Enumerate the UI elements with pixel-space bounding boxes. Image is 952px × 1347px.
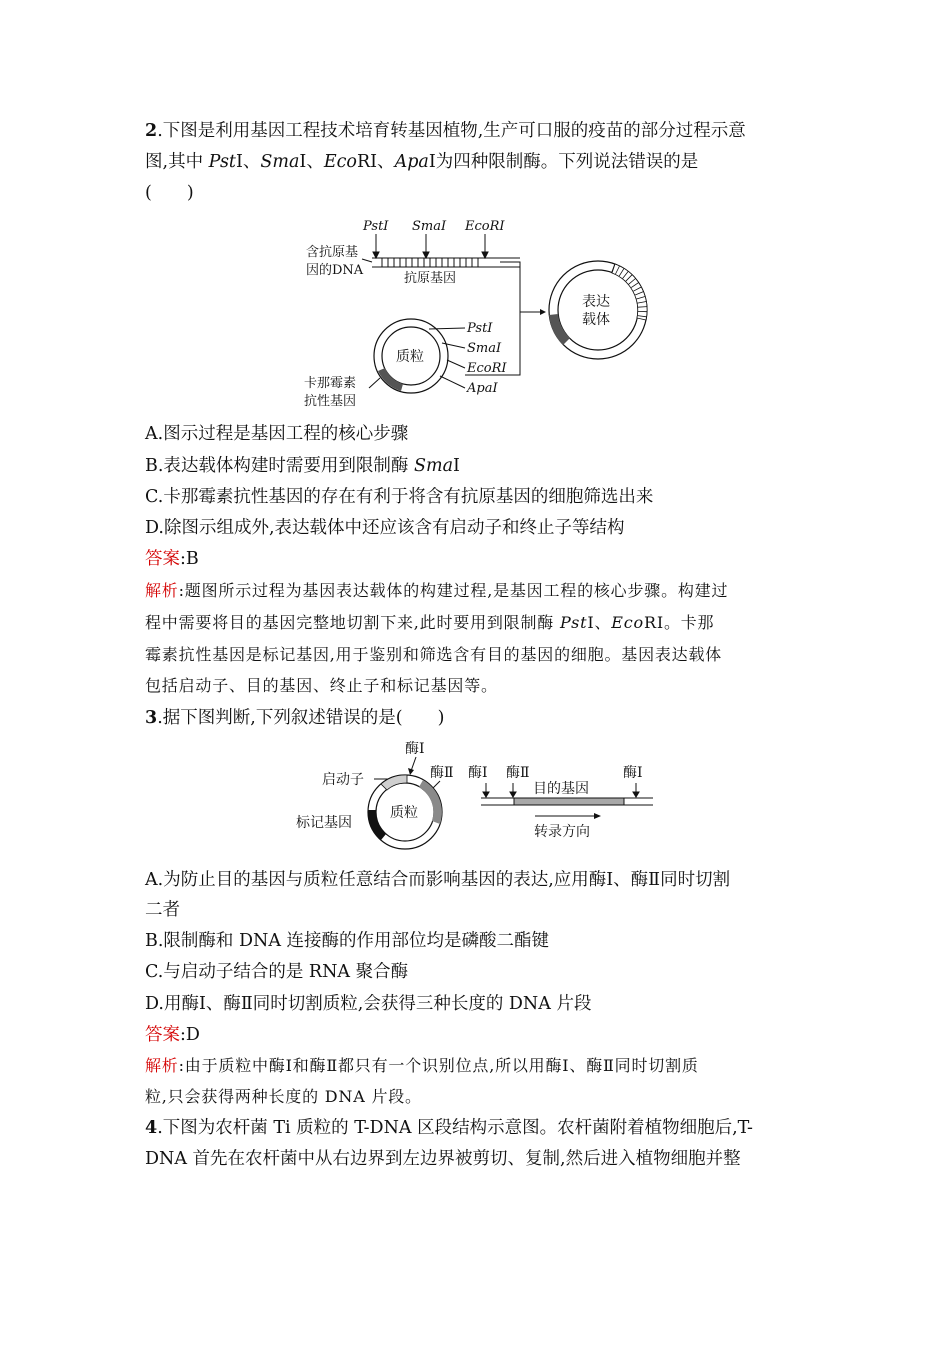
q3-analysis-line1: 解析:由于质粒中酶Ⅰ和酶Ⅱ都只有一个识别位点,所以用酶Ⅰ、酶Ⅱ同时切割质 [145, 1056, 699, 1075]
q2-analysis-line1: 解析:题图所示过程为基因表达载体的构建过程,是基因工程的核心步骤。构建过 [145, 581, 729, 600]
q3-option-b: B.限制酶和 DNA 连接酶的作用部位均是磷酸二酯键 [145, 931, 550, 951]
enzyme1-left-label: 酶Ⅰ [468, 765, 488, 781]
site-pst-top: PstⅠ [363, 219, 389, 234]
marker-label: 标记基因 [296, 815, 352, 831]
expression-vector [549, 261, 647, 359]
q3-plasmid-label: 质粒 [390, 805, 418, 821]
promoter-label: 启动子 [322, 772, 364, 788]
plasmid-site-sma: SmaⅠ [467, 341, 502, 356]
plasmid-label: 质粒 [396, 349, 424, 365]
q2-vector-diagram [300, 210, 660, 415]
q2-stem-line1: 2.下图是利用基因工程技术培育转基因植物,生产可口服的疫苗的部分过程示意 [145, 121, 746, 141]
q3-plasmid-gene-diagram [290, 735, 665, 850]
site-sma-top: SmaⅠ [412, 219, 447, 234]
plasmid-site-pst: PstⅠ [467, 321, 493, 336]
q3-option-d: D.用酶Ⅰ、酶Ⅱ同时切割质粒,会获得三种长度的 DNA 片段 [145, 994, 592, 1014]
target-gene-label: 目的基因 [533, 781, 589, 797]
enzyme2-plasmid-label: 酶Ⅱ [430, 765, 454, 781]
q2-option-b: B.表达载体构建时需要用到限制酶 SmaⅠ [145, 456, 460, 476]
transcription-direction-label: 转录方向 [534, 824, 590, 840]
q2-stem-line2: 图,其中 PstⅠ、SmaⅠ、EcoRⅠ、ApaⅠ为四种限制酶。下列说法错误的是 [145, 152, 699, 172]
antigen-dna-strand [372, 258, 520, 267]
q4-stem-line1: 4.下图为农杆菌 Ti 质粒的 T-DNA 区段结构示意图。农杆菌附着植物细胞后,T- [145, 1118, 753, 1138]
linear-dna [481, 798, 653, 805]
q2-answer: 答案:B [145, 549, 199, 569]
q3-answer: 答案:D [145, 1025, 200, 1045]
q2-option-a: A.图示过程是基因工程的核心步骤 [145, 424, 409, 444]
plasmid-site-eco: EcoRⅠ [467, 361, 507, 376]
q3-option-c: C.与启动子结合的是 RNA 聚合酶 [145, 962, 409, 982]
site-eco-top: EcoRⅠ [465, 219, 505, 234]
vector-label-line1: 表达 [582, 294, 610, 310]
plasmid-site-apa: ApaⅠ [467, 381, 498, 396]
enzyme2-left-label: 酶Ⅱ [506, 765, 530, 781]
antigen-gene-label: 抗原基因 [404, 271, 457, 286]
q2-answer-bracket: ( ) [145, 183, 194, 203]
q3-option-a-line1: A.为防止目的基因与质粒任意结合而影响基因的表达,应用酶Ⅰ、酶Ⅱ同时切割 [145, 870, 731, 890]
enzyme1-top-label: 酶Ⅰ [405, 741, 425, 757]
q2-analysis-line3: 霉素抗性基因是标记基因,用于鉴别和筛选含有目的基因的细胞。基因表达载体 [145, 645, 723, 664]
dna-label-line1: 含抗原基 [306, 245, 359, 260]
q4-stem-line2: DNA 首先在农杆菌中从右边界到左边界被剪切、复制,然后进入植物细胞并整 [145, 1149, 741, 1169]
q2-option-d: D.除图示组成外,表达载体中还应该含有启动子和终止子等结构 [145, 518, 625, 538]
q3-stem: 3.据下图判断,下列叙述错误的是( ) [145, 708, 445, 728]
kan-label-line2: 抗性基因 [304, 394, 357, 409]
q3-number: 3 [145, 708, 158, 728]
q2-number: 2 [145, 121, 158, 141]
plasmid [374, 319, 448, 393]
q4-number: 4 [145, 1118, 158, 1138]
vector-label-line2: 载体 [582, 312, 610, 328]
q3-analysis-line2: 粒,只会获得两种长度的 DNA 片段。 [145, 1087, 422, 1106]
dna-label-line2: 因的DNA [306, 263, 364, 278]
enzyme1-right-label: 酶Ⅰ [623, 765, 643, 781]
q2-option-c: C.卡那霉素抗性基因的存在有利于将含有抗原基因的细胞筛选出来 [145, 487, 654, 507]
kan-label-line1: 卡那霉素 [304, 376, 357, 391]
q3-option-a-line2: 二者 [145, 900, 180, 920]
q2-analysis-line2: 程中需要将目的基因完整地切割下来,此时要用到限制酶 PstⅠ、EcoRⅠ。卡那 [145, 613, 715, 632]
q3-plasmid [368, 775, 442, 849]
q2-analysis-line4: 包括启动子、目的基因、终止子和标记基因等。 [145, 676, 498, 695]
